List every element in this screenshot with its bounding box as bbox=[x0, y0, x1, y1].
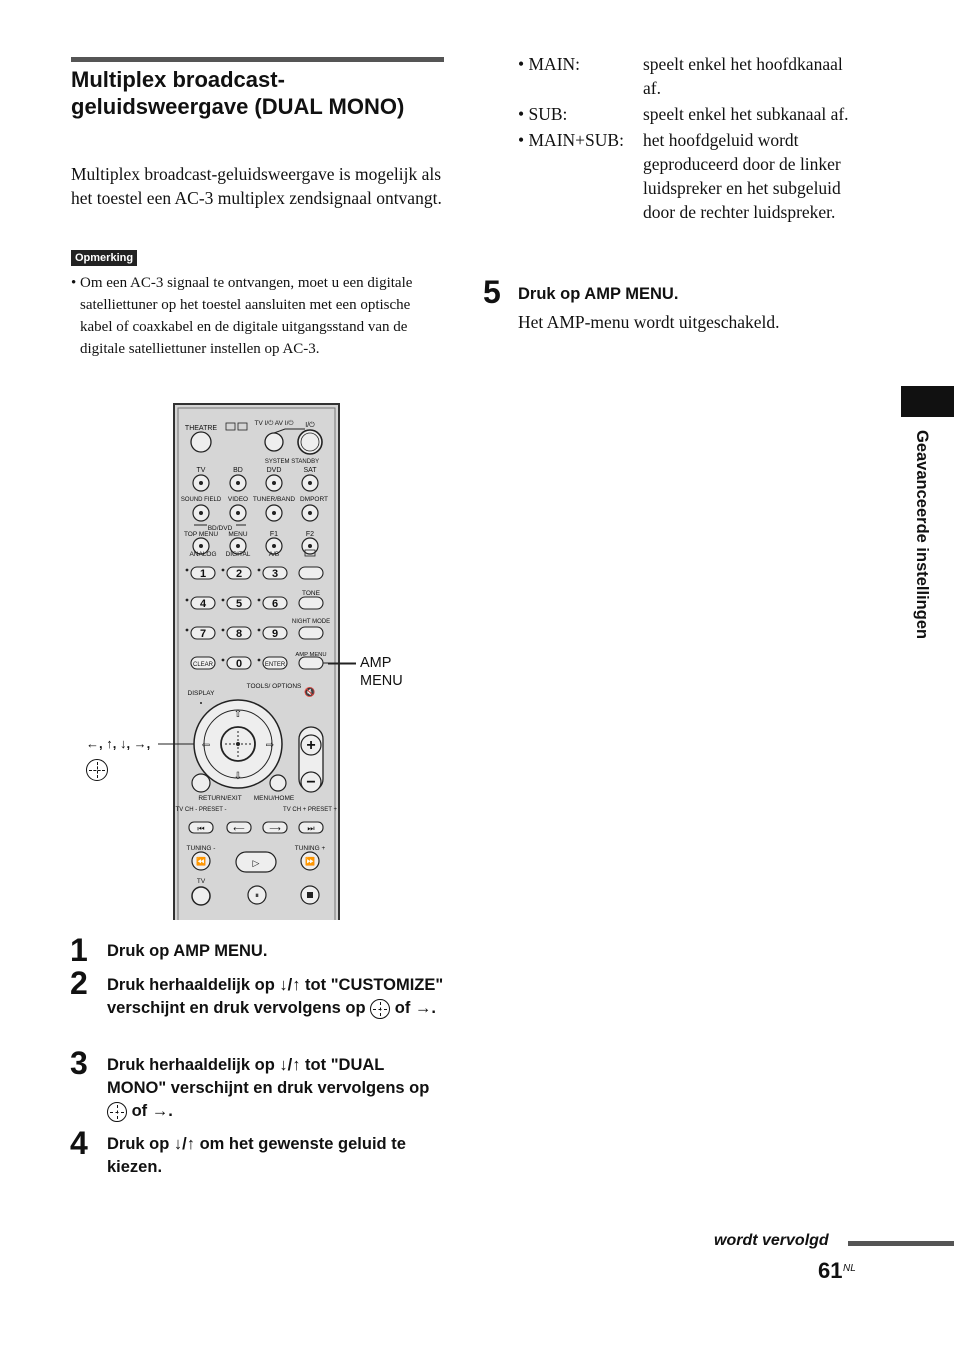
label-system-standby: SYSTEM STANDBY bbox=[264, 459, 320, 465]
label-tv-ch-minus: TV CH - PRESET - bbox=[175, 807, 227, 813]
enter-icon bbox=[370, 999, 390, 1019]
note-bullet: • bbox=[71, 275, 77, 291]
digit-8: 8 bbox=[235, 628, 243, 640]
page-language: NL bbox=[843, 1263, 856, 1274]
label-digital: DIGITAL bbox=[225, 551, 251, 558]
label-night-mode: NIGHT MODE bbox=[291, 619, 331, 625]
tv-button bbox=[192, 887, 210, 905]
svg-text:⏪: ⏪ bbox=[196, 857, 206, 866]
label-video: VIDEO bbox=[227, 496, 249, 503]
step-5-number: 5 bbox=[483, 274, 501, 310]
right-arrow: ⇨ bbox=[265, 740, 275, 751]
mute-icon: 🔇 bbox=[304, 687, 316, 697]
label-dmport: DMPORT bbox=[299, 496, 329, 503]
label-amp-menu: AMP MENU bbox=[295, 652, 327, 658]
label-sound-field: SOUND FIELD bbox=[180, 497, 222, 503]
step-3-number: 3 bbox=[70, 1045, 88, 1081]
option-main-value: speelt enkel het hoofdkanaal af. bbox=[643, 54, 843, 98]
option-main-key: • MAIN: bbox=[518, 54, 581, 74]
arrows-callout bbox=[86, 736, 150, 781]
label-menu: MENU bbox=[228, 531, 248, 538]
step-3-text-a: Druk herhaaldelijk op ↓/↑ tot "DUAL MONO" verschijnt en druk vervolgens op bbox=[107, 1056, 430, 1097]
label-tools-options: TOOLS/ OPTIONS bbox=[246, 683, 302, 690]
option-sub-key: • SUB: bbox=[518, 104, 568, 124]
menu-home-button bbox=[270, 775, 286, 791]
down-arrow: ⇩ bbox=[233, 771, 243, 782]
label-bd: BD bbox=[233, 467, 243, 474]
label-enter: ENTER bbox=[264, 662, 286, 668]
label-display: DISPLAY bbox=[187, 690, 215, 697]
option-main bbox=[518, 52, 863, 100]
label-sat: SAT bbox=[303, 467, 317, 474]
intro-paragraph: Multiplex broadcast-geluidsweergave is mogelijk als het toestel een AC-3 multiplex zendsignaal ontvangt. bbox=[71, 164, 442, 208]
digit-5: 5 bbox=[235, 598, 243, 610]
digit-1: 1 bbox=[199, 568, 207, 580]
label-bd-dvd: BD/DVD bbox=[207, 525, 233, 532]
amp-menu-callout: AMP MENU bbox=[360, 655, 403, 689]
enter-icon bbox=[86, 759, 108, 781]
theatre-button bbox=[191, 432, 211, 452]
digit-6: 6 bbox=[271, 598, 279, 610]
step-2-number: 2 bbox=[70, 965, 88, 1001]
svg-text:▷: ▷ bbox=[252, 858, 260, 868]
continued-text: wordt vervolgd bbox=[714, 1232, 829, 1249]
digit-4: 4 bbox=[199, 598, 207, 610]
btn-r1 bbox=[299, 567, 323, 579]
label-dvd: DVD bbox=[266, 467, 282, 474]
label-tv-2: TV bbox=[196, 878, 206, 885]
step-5-result: Het AMP-menu wordt uitgeschakeld. bbox=[518, 312, 780, 332]
label-tone: TONE bbox=[302, 590, 320, 597]
svg-text:⟶: ⟶ bbox=[269, 824, 281, 833]
digit-7: 7 bbox=[199, 628, 207, 640]
section-tab-marker bbox=[901, 386, 954, 417]
continued-bar bbox=[848, 1241, 954, 1246]
svg-text:⏸: ⏸ bbox=[255, 891, 259, 900]
label-analog: ANALOG bbox=[189, 551, 217, 558]
label-tv: TV bbox=[196, 467, 206, 474]
label-top-menu: TOP MENU bbox=[183, 531, 219, 538]
display-button bbox=[200, 702, 202, 704]
arrows-callout-text: ←, ↑, ↓, →, bbox=[86, 736, 151, 751]
power-button bbox=[298, 430, 322, 454]
step-1-text: Druk op AMP MENU. bbox=[107, 942, 268, 960]
digit-3: 3 bbox=[271, 568, 279, 580]
tv-av-power-button bbox=[265, 433, 283, 451]
note-label: Opmerking bbox=[71, 250, 137, 266]
label-menu-home: MENU/HOME bbox=[253, 795, 295, 802]
step-3-text bbox=[107, 1054, 447, 1123]
digit-0: 0 bbox=[235, 658, 243, 670]
digit-2: 2 bbox=[235, 568, 243, 580]
return-exit-button bbox=[192, 774, 210, 792]
amp-menu-button bbox=[299, 657, 323, 669]
label-ab: A/B bbox=[268, 551, 280, 558]
label-clear: CLEAR bbox=[192, 662, 214, 668]
label-power: I/⏻ bbox=[305, 422, 315, 429]
label-return-exit: RETURN/EXIT bbox=[198, 795, 242, 802]
up-arrow: ⇧ bbox=[233, 709, 243, 720]
left-arrow: ⇦ bbox=[201, 740, 211, 751]
section-title: Multiplex broadcast-geluidsweergave (DUAL MONO) bbox=[71, 67, 405, 119]
label-tuner-band: TUNER/BAND bbox=[252, 496, 296, 503]
step-2-text-a: Druk herhaaldelijk op ↓/↑ tot "CUSTOMIZE" verschijnt en druk vervolgens op bbox=[107, 976, 444, 1017]
option-sub bbox=[518, 102, 863, 126]
option-main-sub bbox=[518, 128, 863, 224]
option-list bbox=[518, 52, 863, 226]
svg-text:⏭: ⏭ bbox=[307, 824, 315, 833]
svg-text:⏩: ⏩ bbox=[305, 857, 315, 866]
label-tuning-minus: TUNING - bbox=[186, 845, 216, 852]
sidebar-label bbox=[898, 430, 942, 690]
label-tv-ch-plus: TV CH + PRESET + bbox=[283, 807, 337, 813]
svg-text:⏮: ⏮ bbox=[197, 824, 205, 833]
page-number: 61 bbox=[818, 1258, 843, 1283]
step-2-text bbox=[107, 974, 447, 1020]
tone-button bbox=[299, 597, 323, 609]
option-sub-value: speelt enkel het subkanaal af. bbox=[643, 104, 849, 124]
step-4-text: Druk op ↓/↑ om het gewenste geluid te kiezen. bbox=[107, 1135, 406, 1176]
step-3-text-b: of →. bbox=[131, 1102, 173, 1120]
label-f1: F1 bbox=[269, 531, 279, 538]
step-5-text: Druk op AMP MENU. bbox=[518, 285, 679, 303]
step-2-text-b: of →. bbox=[394, 999, 437, 1017]
option-main-sub-value: het hoofdgeluid wordt geproduceerd door de linker luidspreker en het subgeluid door de rechter luidspreker. bbox=[643, 130, 841, 222]
volume-plus-icon: + bbox=[306, 737, 316, 754]
sidebar-label-text: Geavanceerde instellingen bbox=[913, 430, 931, 640]
note-text: Om een AC-3 signaal te ontvangen, moet u een digitale satelliettuner op het toestel aansluiten met een optische kabel of coaxkabel en de digitale uitgangsstand van de digitale satelliettuner instellen op AC-3. bbox=[80, 275, 413, 357]
label-f2: F2 bbox=[305, 531, 315, 538]
volume-minus-icon: − bbox=[306, 774, 316, 791]
enter-icon bbox=[107, 1102, 127, 1122]
step-1-number: 1 bbox=[70, 932, 88, 968]
label-tuning-plus: TUNING + bbox=[294, 845, 326, 852]
label-tv-av: TV I/⏻ AV I/⏻ bbox=[254, 420, 294, 427]
option-main-sub-key: • MAIN+SUB: bbox=[518, 130, 624, 150]
svg-text:⟵: ⟵ bbox=[233, 824, 245, 833]
label-theatre: THEATRE bbox=[184, 425, 218, 432]
section-top-rule bbox=[71, 57, 444, 62]
step-4-number: 4 bbox=[70, 1125, 88, 1161]
digit-9: 9 bbox=[271, 628, 279, 640]
night-mode-button bbox=[299, 627, 323, 639]
note bbox=[71, 272, 446, 360]
